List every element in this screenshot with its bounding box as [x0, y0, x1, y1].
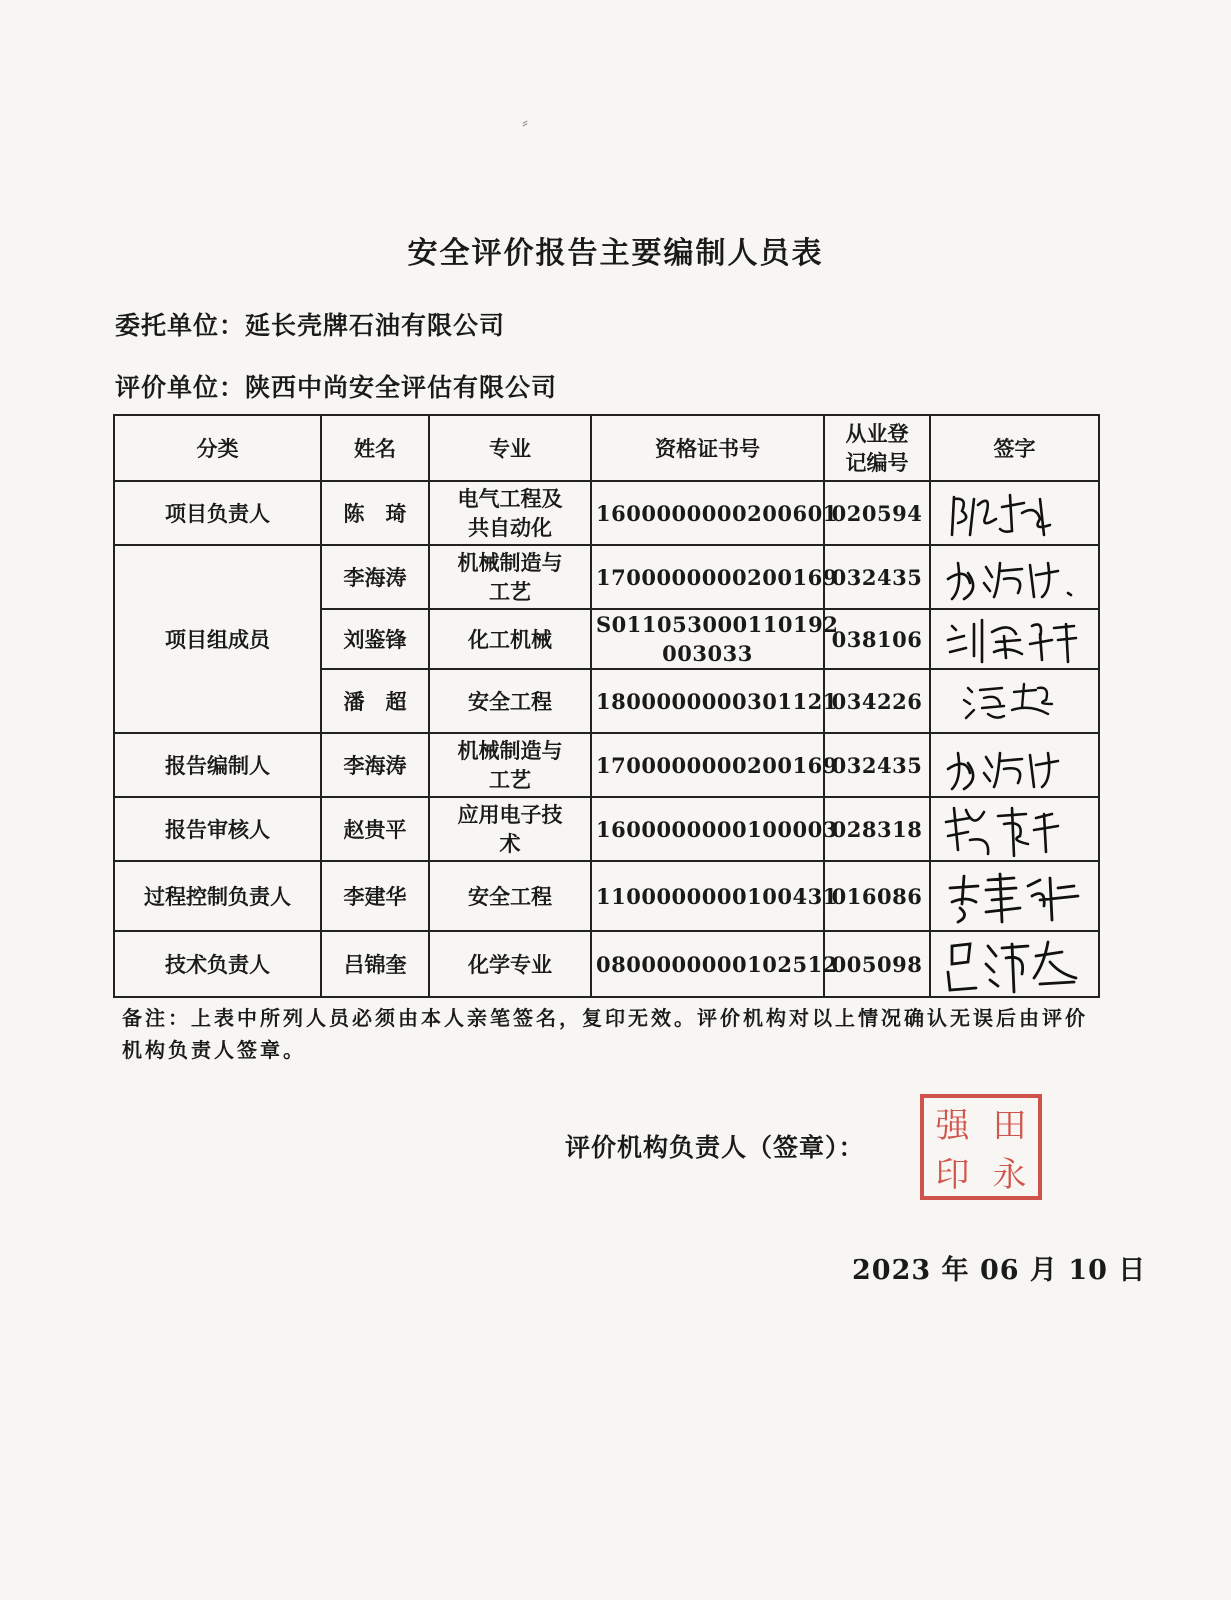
table-row — [114, 733, 1099, 797]
handwritten-signature-chen-qi — [940, 485, 1090, 541]
cell-cert-no: 1600000000100003 — [591, 797, 824, 861]
scan-speck: ⸗ — [522, 112, 528, 133]
cell-category: 项目组成员 — [114, 545, 321, 733]
handwritten-signature-li-haitao-2 — [940, 737, 1090, 793]
cell-major-line2: 术 — [499, 831, 521, 856]
cell-cert-no: 1700000000200169 — [591, 733, 824, 797]
client-line — [115, 306, 505, 342]
header-cert-no: 资格证书号 — [591, 415, 824, 481]
cell-reg-no: 038106 — [824, 609, 930, 669]
cell-name: 赵贵平 — [321, 797, 429, 861]
cell-major — [429, 481, 591, 545]
cell-major — [429, 733, 591, 797]
stamp-char: 印 — [935, 1155, 970, 1195]
staff-table — [113, 414, 1100, 998]
handwritten-signature-pan-chao — [940, 674, 1090, 728]
cell-major — [429, 797, 591, 861]
cell-major-line2: 工艺 — [489, 579, 531, 604]
cell-category: 报告编制人 — [114, 733, 321, 797]
cell-name: 陈 琦 — [321, 481, 429, 545]
cell-name: 吕锦奎 — [321, 931, 429, 997]
cell-category: 报告审核人 — [114, 797, 321, 861]
header-reg-no — [824, 415, 930, 481]
cell-reg-no: 016086 — [824, 861, 930, 931]
cell-major-line1: 电气工程及 — [457, 486, 563, 511]
cell-major: 化工机械 — [429, 609, 591, 669]
table-row — [114, 481, 1099, 545]
evaluator-label: 评价单位： — [115, 373, 246, 402]
cell-name: 李建华 — [321, 861, 429, 931]
cell-name: 潘 超 — [321, 669, 429, 733]
cell-name: 李海涛 — [321, 545, 429, 609]
cell-signature — [930, 733, 1099, 797]
remark-note: 备注：上表中所列人员必须由本人亲笔签名，复印无效。评价机构对以上情况确认无误后由评价机构负责人签章。 — [122, 1006, 1088, 1062]
cell-signature — [930, 931, 1099, 997]
table-row — [114, 797, 1099, 861]
stamp-char: 永 — [992, 1155, 1027, 1195]
cell-reg-no: 028318 — [824, 797, 930, 861]
cell-reg-no: 034226 — [824, 669, 930, 733]
red-seal-stamp — [920, 1094, 1042, 1200]
cell-category: 技术负责人 — [114, 931, 321, 997]
cell-cert-no-line2: 003033 — [662, 641, 753, 666]
cell-major-line2: 工艺 — [489, 767, 531, 792]
evaluator-name: 陕西中尚安全评估有限公司 — [245, 373, 558, 402]
cell-major: 化学专业 — [429, 931, 591, 997]
cell-signature — [930, 481, 1099, 545]
client-label: 委托单位： — [115, 311, 246, 340]
cell-cert-no: 1700000000200169 — [591, 545, 824, 609]
cell-major: 安全工程 — [429, 861, 591, 931]
document-date: 2023 年 06 月 10 日 — [852, 1255, 1147, 1286]
cell-signature — [930, 609, 1099, 669]
cell-reg-no: 020594 — [824, 481, 930, 545]
cell-reg-no: 005098 — [824, 931, 930, 997]
header-reg-no-line1: 从业登 — [845, 421, 909, 446]
cell-major-line1: 机械制造与 — [457, 550, 563, 575]
cell-category: 过程控制负责人 — [114, 861, 321, 931]
cell-cert-no: 1800000000301121 — [591, 669, 824, 733]
stamp-char: 强 — [935, 1106, 970, 1146]
cell-reg-no: 032435 — [824, 545, 930, 609]
stamp-char: 田 — [992, 1106, 1027, 1146]
handwritten-signature-lv-jinkui — [940, 934, 1090, 994]
evaluator-line — [115, 368, 557, 404]
cell-cert-no: 1600000000200601 — [591, 481, 824, 545]
document-title: 安全评价报告主要编制人员表 — [407, 236, 824, 271]
header-major: 专业 — [429, 415, 591, 481]
cell-category: 项目负责人 — [114, 481, 321, 545]
header-category: 分类 — [114, 415, 321, 481]
table-header-row — [114, 415, 1099, 481]
cell-signature — [930, 545, 1099, 609]
cell-reg-no: 032435 — [824, 733, 930, 797]
cell-cert-no: 1100000000100431 — [591, 861, 824, 931]
header-name: 姓名 — [321, 415, 429, 481]
handwritten-signature-li-jianhua — [940, 866, 1090, 926]
cell-cert-no: 0800000000102512 — [591, 931, 824, 997]
table-row — [114, 861, 1099, 931]
handwritten-signature-liu-jianfeng — [940, 612, 1090, 666]
cell-major — [429, 545, 591, 609]
handwritten-signature-zhao-guiping — [940, 800, 1090, 858]
cell-major-line2: 共自动化 — [468, 515, 552, 540]
cell-cert-no-line1: S011053000110192 — [596, 612, 839, 637]
client-name: 延长壳牌石油有限公司 — [245, 311, 506, 340]
table-row — [114, 545, 1099, 609]
handwritten-signature-li-haitao — [940, 549, 1090, 605]
table-row — [114, 931, 1099, 997]
header-reg-no-line2: 记编号 — [845, 450, 909, 475]
cell-signature — [930, 669, 1099, 733]
cell-cert-no — [591, 609, 839, 669]
cell-signature — [930, 861, 1099, 931]
signature-stamp-label: 评价机构负责人（签章）： — [565, 1133, 865, 1162]
cell-major-line1: 机械制造与 — [457, 738, 563, 763]
cell-signature — [930, 797, 1099, 861]
cell-name: 李海涛 — [321, 733, 429, 797]
cell-major: 安全工程 — [429, 669, 591, 733]
cell-name: 刘鉴锋 — [321, 609, 429, 669]
cell-major-line1: 应用电子技 — [457, 802, 563, 827]
header-signature: 签字 — [930, 415, 1099, 481]
